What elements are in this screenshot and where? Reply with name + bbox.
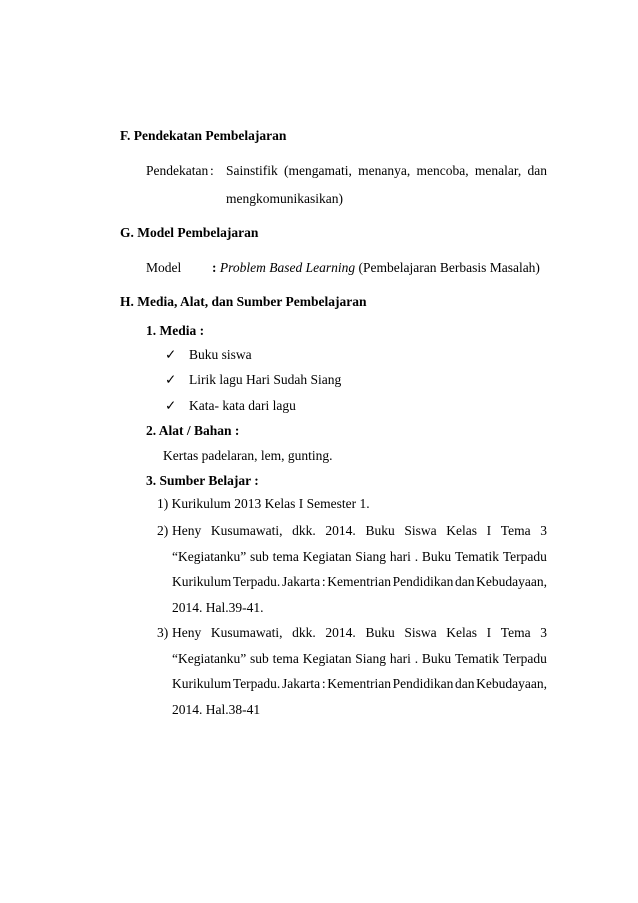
word: “Kegiatanku” [172, 651, 247, 666]
check-icon: ✓ [165, 398, 177, 413]
word: menanya, [358, 163, 411, 178]
word: Buku [365, 625, 395, 640]
word: Buku [421, 651, 452, 666]
word: dan [455, 574, 475, 589]
word: “Kegiatanku” [172, 549, 247, 564]
ref-2-line1 [172, 523, 547, 539]
media-item [165, 347, 252, 363]
ref-1: 1) Kurikulum 2013 Kelas I Semester 1. [157, 496, 370, 511]
media-item [165, 372, 341, 388]
word: sub [250, 651, 269, 666]
check-icon: ✓ [165, 372, 177, 387]
ref-2-num: 2) [157, 523, 169, 538]
alat-text: Kertas padelaran, lem, gunting. [163, 448, 333, 463]
word: (mengamati, [284, 163, 352, 178]
word: Siswa [404, 625, 437, 640]
check-icon: ✓ [165, 347, 177, 362]
word: dan [455, 676, 475, 691]
pendekatan-sep: : [210, 163, 214, 178]
section-h-heading: H. Media, Alat, dan Sumber Pembelajaran [120, 294, 367, 309]
word: Kusumawati, [210, 625, 283, 640]
word: Buku [365, 523, 395, 538]
word: Kusumawati, [210, 523, 283, 538]
word: Kebudayaan, [476, 676, 547, 691]
section-f-heading: F. Pendekatan Pembelajaran [120, 128, 287, 143]
word: Kurikulum [172, 574, 232, 589]
media-item [165, 398, 296, 414]
ref-3-line2 [172, 651, 547, 667]
word: dkk. [292, 625, 316, 640]
word: I [486, 625, 492, 640]
word: Tematik [455, 549, 500, 564]
word: Tematik [455, 651, 500, 666]
word: mencoba, [416, 163, 469, 178]
model-value-italic: Problem Based Learning [219, 260, 356, 275]
word: Kementrian [327, 676, 391, 691]
word: Kelas [446, 625, 477, 640]
word: Sainstifik [226, 163, 278, 178]
ref-3-line4: 2014. Hal.38-41 [172, 702, 261, 717]
alat-title: 2. Alat / Bahan : [146, 423, 240, 438]
word: hari [389, 549, 411, 564]
media-item-label: Kata- kata dari lagu [189, 398, 296, 413]
word: dan [527, 163, 547, 178]
section-g-heading: G. Model Pembelajaran [120, 225, 259, 240]
word: hari [389, 651, 411, 666]
word: Kurikulum [172, 676, 232, 691]
word: Terpadu. [232, 676, 281, 691]
word: Heny [172, 523, 202, 538]
model-value-rest: (Pembelajaran Berbasis Masalah) [355, 260, 540, 275]
pendekatan-line2: mengkomunikasikan) [226, 191, 343, 206]
word: Kegiatan [302, 549, 352, 564]
word: 3 [540, 625, 547, 640]
ref-2-line3 [172, 574, 547, 590]
word: Jakarta [281, 676, 321, 691]
word: menalar, [474, 163, 522, 178]
word: Siang [355, 651, 387, 666]
word: Kegiatan [302, 651, 352, 666]
ref-3-line1 [172, 625, 547, 641]
word: Pendidikan [392, 574, 454, 589]
word: . [414, 651, 419, 666]
word: Kelas [446, 523, 477, 538]
word: tema [272, 651, 299, 666]
word: dkk. [292, 523, 316, 538]
word: I [486, 523, 492, 538]
word: Tema [500, 523, 531, 538]
word: 3 [540, 523, 547, 538]
ref-2-line2 [172, 549, 547, 565]
word: Terpadu. [232, 574, 281, 589]
word: sub [250, 549, 269, 564]
ref-3-num: 3) [157, 625, 169, 640]
word: Buku [421, 549, 452, 564]
word: 2014. [325, 523, 356, 538]
word: : [321, 676, 326, 691]
word: tema [272, 549, 299, 564]
word: Pendidikan [392, 676, 454, 691]
ref-2-line4: 2014. Hal.39-41. [172, 600, 264, 615]
word: Jakarta [281, 574, 321, 589]
word: : [321, 574, 326, 589]
model-sep: : [212, 260, 217, 275]
word: . [414, 549, 419, 564]
pendekatan-label: Pendekatan [146, 163, 209, 178]
word: Siswa [404, 523, 437, 538]
word: Terpadu [502, 651, 547, 666]
media-title: 1. Media : [146, 323, 205, 338]
pendekatan-line1 [226, 163, 547, 179]
word: Siang [355, 549, 387, 564]
sumber-title: 3. Sumber Belajar : [146, 473, 259, 488]
word: Kementrian [327, 574, 391, 589]
word: Tema [500, 625, 531, 640]
media-item-label: Buku siswa [189, 347, 252, 362]
model-value [212, 260, 540, 276]
model-label: Model [146, 260, 182, 275]
word: Heny [172, 625, 202, 640]
word: 2014. [325, 625, 356, 640]
ref-3-line3 [172, 676, 547, 692]
word: Terpadu [502, 549, 547, 564]
word: Kebudayaan, [476, 574, 547, 589]
media-item-label: Lirik lagu Hari Sudah Siang [189, 372, 342, 387]
